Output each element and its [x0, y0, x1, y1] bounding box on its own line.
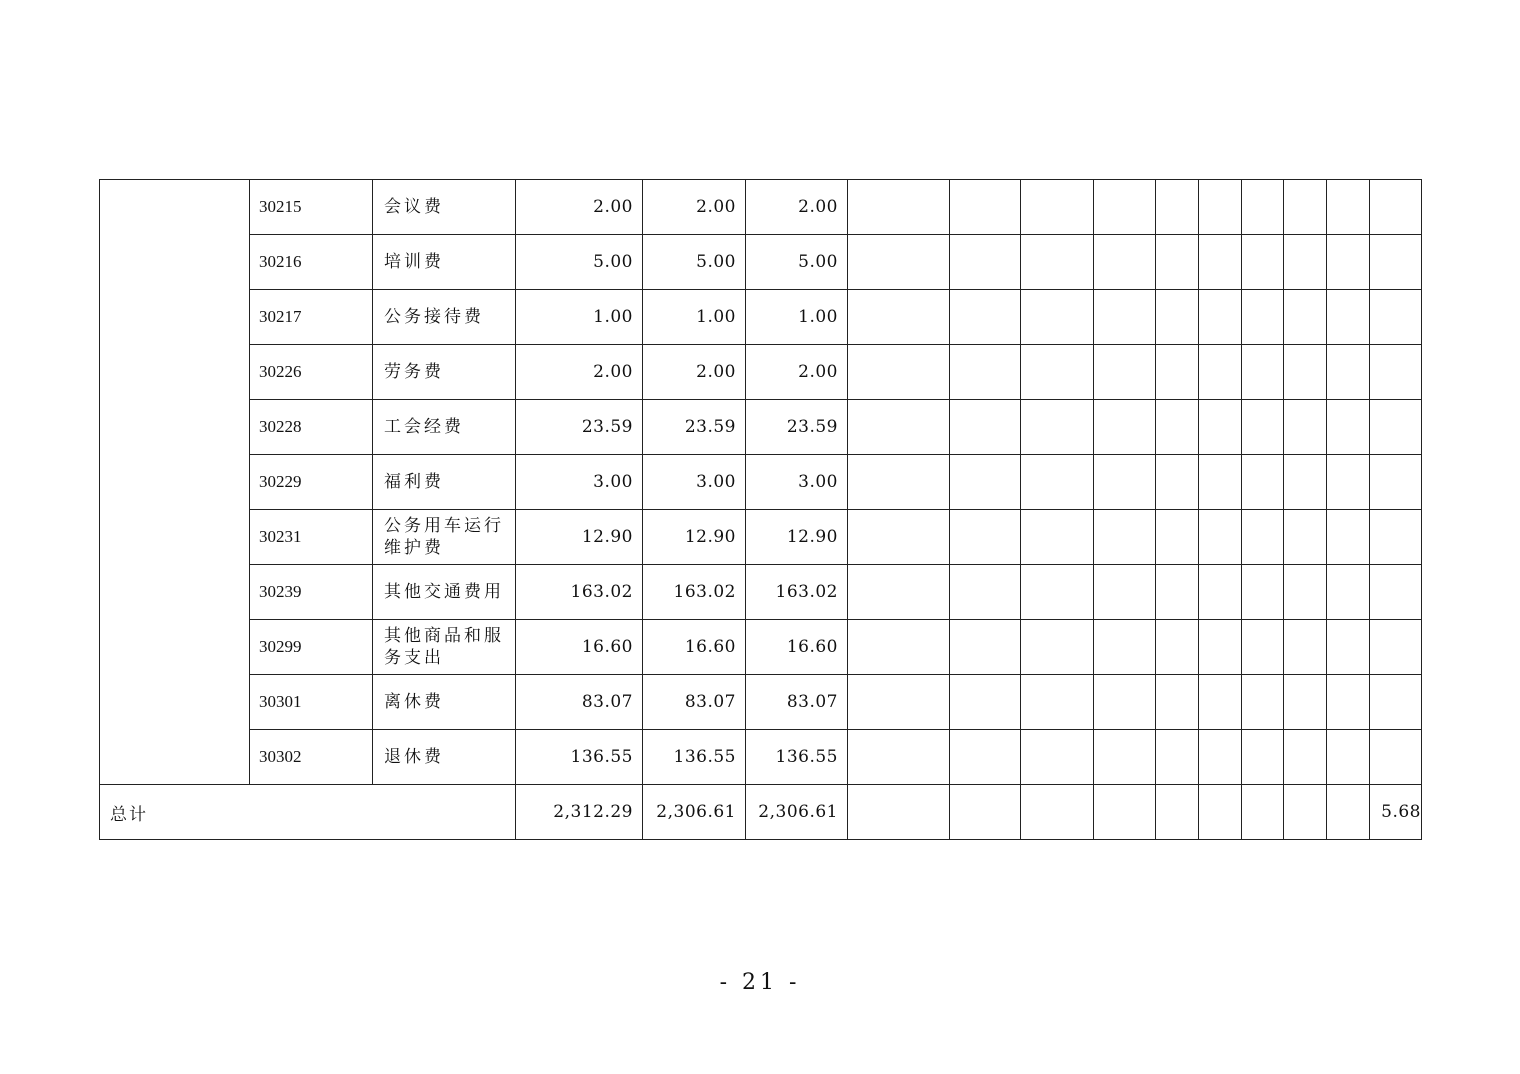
empty-cell	[1242, 785, 1284, 840]
empty-cell	[1021, 730, 1094, 785]
total-amount-cell: 23.59	[516, 400, 643, 455]
fiscal-amount-cell: 136.55	[746, 730, 848, 785]
empty-cell	[1199, 565, 1242, 620]
fiscal-amount-cell: 83.07	[746, 675, 848, 730]
code-cell: 30302	[250, 730, 373, 785]
fiscal-amount-cell: 3.00	[746, 455, 848, 510]
item-name-cell: 会议费	[373, 180, 516, 235]
fiscal-amount-cell: 2.00	[746, 180, 848, 235]
item-name-cell: 劳务费	[373, 345, 516, 400]
subtotal-amount-cell: 163.02	[643, 565, 746, 620]
empty-cell	[1284, 620, 1327, 675]
fiscal-amount-cell: 2.00	[746, 345, 848, 400]
empty-cell	[1156, 235, 1199, 290]
empty-cell	[1094, 785, 1156, 840]
subtotal-amount-cell: 2.00	[643, 180, 746, 235]
code-cell: 30228	[250, 400, 373, 455]
empty-cell	[1370, 510, 1422, 565]
fiscal-amount-cell: 5.00	[746, 235, 848, 290]
empty-cell	[1021, 235, 1094, 290]
page-number: - 21 -	[719, 970, 801, 995]
code-cell: 30216	[250, 235, 373, 290]
empty-cell	[1094, 510, 1156, 565]
empty-cell	[1156, 620, 1199, 675]
code-cell: 30215	[250, 180, 373, 235]
empty-cell	[848, 180, 950, 235]
empty-cell	[1284, 510, 1327, 565]
item-name-cell: 公务接待费	[373, 290, 516, 345]
empty-cell	[1327, 675, 1370, 730]
empty-cell	[1327, 180, 1370, 235]
empty-cell	[1327, 785, 1370, 840]
empty-cell	[1327, 290, 1370, 345]
empty-cell	[1327, 565, 1370, 620]
total-amount-cell: 16.60	[516, 620, 643, 675]
empty-cell	[1021, 565, 1094, 620]
empty-cell	[1199, 510, 1242, 565]
table-row	[100, 565, 1422, 620]
fiscal-amount-cell: 12.90	[746, 510, 848, 565]
empty-cell	[950, 180, 1021, 235]
total-value-cell: 2,306.61	[746, 785, 848, 840]
empty-cell	[848, 290, 950, 345]
empty-cell	[1199, 400, 1242, 455]
empty-cell	[1094, 235, 1156, 290]
empty-cell	[950, 345, 1021, 400]
empty-cell	[1156, 785, 1199, 840]
empty-cell	[1242, 400, 1284, 455]
empty-cell	[1094, 345, 1156, 400]
empty-cell	[1199, 235, 1242, 290]
code-cell: 30229	[250, 455, 373, 510]
empty-cell	[950, 235, 1021, 290]
total-amount-cell: 136.55	[516, 730, 643, 785]
table-row	[100, 400, 1422, 455]
empty-cell	[848, 235, 950, 290]
empty-cell	[950, 675, 1021, 730]
item-name-cell: 其他商品和服务支出	[373, 620, 516, 675]
subtotal-amount-cell: 3.00	[643, 455, 746, 510]
empty-cell	[1242, 675, 1284, 730]
item-name-cell: 福利费	[373, 455, 516, 510]
empty-cell	[1327, 345, 1370, 400]
empty-cell	[950, 785, 1021, 840]
table-row	[100, 290, 1422, 345]
empty-cell	[1370, 730, 1422, 785]
empty-cell	[950, 510, 1021, 565]
empty-cell	[1021, 785, 1094, 840]
empty-cell	[1370, 345, 1422, 400]
item-name-cell: 离休费	[373, 675, 516, 730]
subtotal-amount-cell: 83.07	[643, 675, 746, 730]
empty-cell	[950, 400, 1021, 455]
empty-cell	[1370, 565, 1422, 620]
empty-cell	[1242, 620, 1284, 675]
total-amount-cell: 163.02	[516, 565, 643, 620]
empty-cell	[848, 730, 950, 785]
empty-cell	[1094, 180, 1156, 235]
empty-cell	[1021, 180, 1094, 235]
empty-cell	[1156, 290, 1199, 345]
empty-cell	[1199, 620, 1242, 675]
empty-cell	[1370, 235, 1422, 290]
empty-cell	[1021, 510, 1094, 565]
table-row	[100, 730, 1422, 785]
empty-cell	[950, 730, 1021, 785]
empty-cell	[1094, 455, 1156, 510]
total-amount-cell: 2.00	[516, 180, 643, 235]
total-value-cell: 2,312.29	[516, 785, 643, 840]
empty-cell	[1242, 290, 1284, 345]
empty-cell	[1021, 455, 1094, 510]
empty-cell	[848, 675, 950, 730]
empty-cell	[1242, 235, 1284, 290]
empty-cell	[1327, 400, 1370, 455]
total-row	[100, 785, 1422, 840]
empty-cell	[848, 455, 950, 510]
total-value-cell: 2,306.61	[643, 785, 746, 840]
empty-cell	[848, 620, 950, 675]
empty-cell	[848, 345, 950, 400]
empty-cell	[950, 620, 1021, 675]
fiscal-amount-cell: 1.00	[746, 290, 848, 345]
empty-cell	[1284, 730, 1327, 785]
table-row	[100, 455, 1422, 510]
subtotal-amount-cell: 23.59	[643, 400, 746, 455]
empty-cell	[1327, 730, 1370, 785]
empty-cell	[1199, 455, 1242, 510]
item-name-cell: 培训费	[373, 235, 516, 290]
total-amount-cell: 3.00	[516, 455, 643, 510]
empty-cell	[1242, 345, 1284, 400]
item-name-cell: 工会经费	[373, 400, 516, 455]
empty-cell	[848, 510, 950, 565]
fiscal-amount-cell: 16.60	[746, 620, 848, 675]
empty-cell	[1370, 675, 1422, 730]
empty-cell	[848, 785, 950, 840]
empty-cell	[1199, 785, 1242, 840]
empty-cell	[1156, 730, 1199, 785]
empty-cell	[1327, 235, 1370, 290]
empty-cell	[1284, 785, 1327, 840]
total-amount-cell: 2.00	[516, 345, 643, 400]
empty-cell	[1284, 565, 1327, 620]
empty-cell	[1021, 620, 1094, 675]
table-row	[100, 675, 1422, 730]
empty-cell	[848, 565, 950, 620]
empty-cell	[1094, 400, 1156, 455]
subtotal-amount-cell: 5.00	[643, 235, 746, 290]
empty-cell	[1094, 675, 1156, 730]
subtotal-amount-cell: 16.60	[643, 620, 746, 675]
empty-cell	[1199, 675, 1242, 730]
empty-cell	[1370, 290, 1422, 345]
empty-cell	[950, 455, 1021, 510]
empty-cell	[1370, 620, 1422, 675]
empty-cell	[1021, 400, 1094, 455]
empty-cell	[1284, 290, 1327, 345]
total-amount-cell: 83.07	[516, 675, 643, 730]
empty-cell	[1156, 510, 1199, 565]
total-amount-cell: 5.00	[516, 235, 643, 290]
empty-cell	[1156, 455, 1199, 510]
empty-cell	[1199, 345, 1242, 400]
fiscal-amount-cell: 23.59	[746, 400, 848, 455]
empty-cell	[1242, 510, 1284, 565]
code-cell: 30226	[250, 345, 373, 400]
subtotal-amount-cell: 12.90	[643, 510, 746, 565]
item-name-cell: 公务用车运行维护费	[373, 510, 516, 565]
budget-table	[99, 179, 1422, 840]
empty-cell	[950, 290, 1021, 345]
empty-cell	[1284, 235, 1327, 290]
empty-cell	[1156, 565, 1199, 620]
table-row	[100, 510, 1422, 565]
code-cell: 30299	[250, 620, 373, 675]
table-row	[100, 620, 1422, 675]
empty-cell	[1199, 290, 1242, 345]
table-row	[100, 345, 1422, 400]
code-cell: 30239	[250, 565, 373, 620]
empty-cell	[1284, 455, 1327, 510]
empty-cell	[950, 565, 1021, 620]
empty-cell	[1284, 345, 1327, 400]
item-name-cell: 其他交通费用	[373, 565, 516, 620]
empty-cell	[1327, 620, 1370, 675]
empty-cell	[1094, 290, 1156, 345]
empty-cell	[1156, 180, 1199, 235]
empty-cell	[1242, 730, 1284, 785]
category-cell	[100, 180, 250, 785]
empty-cell	[1370, 400, 1422, 455]
empty-cell	[1284, 180, 1327, 235]
item-name-cell: 退休费	[373, 730, 516, 785]
subtotal-amount-cell: 2.00	[643, 345, 746, 400]
empty-cell	[1370, 455, 1422, 510]
empty-cell	[848, 400, 950, 455]
subtotal-amount-cell: 136.55	[643, 730, 746, 785]
subtotal-amount-cell: 1.00	[643, 290, 746, 345]
empty-cell	[1094, 620, 1156, 675]
empty-cell	[1094, 565, 1156, 620]
code-cell: 30301	[250, 675, 373, 730]
code-cell: 30231	[250, 510, 373, 565]
fiscal-amount-cell: 163.02	[746, 565, 848, 620]
empty-cell	[1021, 675, 1094, 730]
empty-cell	[1327, 510, 1370, 565]
empty-cell	[1021, 345, 1094, 400]
empty-cell	[1021, 290, 1094, 345]
total-last-value-cell: 5.68	[1370, 785, 1422, 840]
empty-cell	[1156, 400, 1199, 455]
empty-cell	[1156, 345, 1199, 400]
empty-cell	[1242, 565, 1284, 620]
empty-cell	[1199, 730, 1242, 785]
table-row	[100, 235, 1422, 290]
empty-cell	[1284, 675, 1327, 730]
empty-cell	[1242, 180, 1284, 235]
empty-cell	[1370, 180, 1422, 235]
empty-cell	[1284, 400, 1327, 455]
empty-cell	[1156, 675, 1199, 730]
code-cell: 30217	[250, 290, 373, 345]
empty-cell	[1327, 455, 1370, 510]
total-amount-cell: 1.00	[516, 290, 643, 345]
total-amount-cell: 12.90	[516, 510, 643, 565]
empty-cell	[1242, 455, 1284, 510]
empty-cell	[1199, 180, 1242, 235]
table-row	[100, 180, 1422, 235]
total-label: 总计	[100, 785, 516, 840]
empty-cell	[1094, 730, 1156, 785]
